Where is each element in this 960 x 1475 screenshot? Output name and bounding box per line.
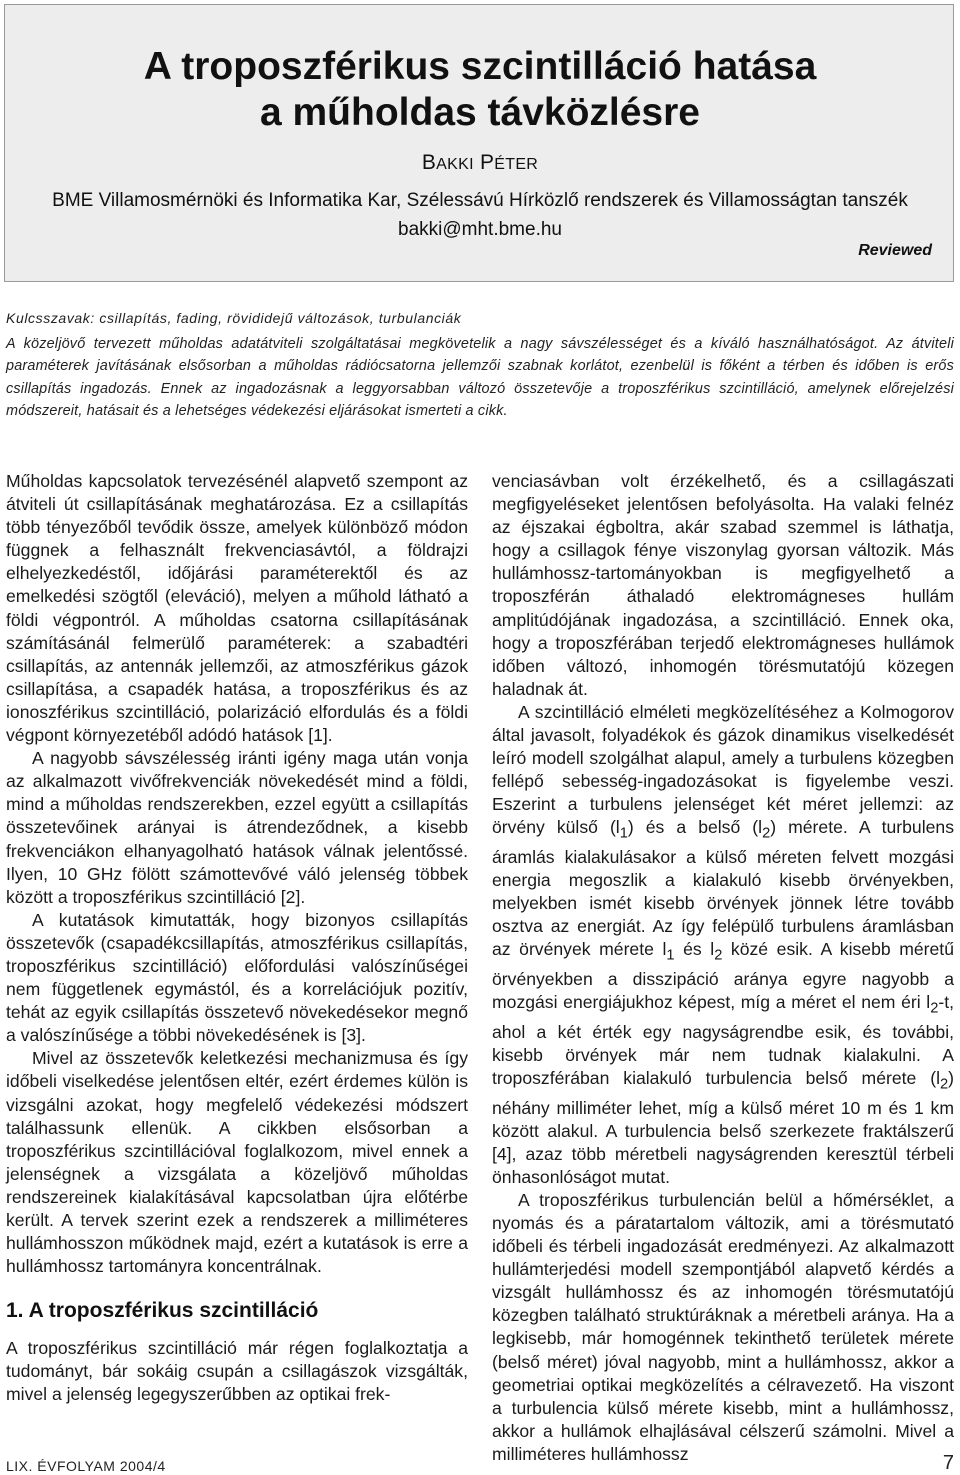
author-name (0, 151, 960, 175)
page-number: 7 (942, 1452, 954, 1474)
subscript: 2 (939, 1076, 949, 1093)
journal-issue: LIX. ÉVFOLYAM 2004/4 (6, 1458, 166, 1474)
author-first-rest: AKKI (436, 156, 474, 173)
paragraph-kolmogorov (492, 701, 954, 1189)
subscript: 1 (619, 825, 628, 842)
text-run: A szcintilláció elméleti megközelítéséhez a Kolmogorov által javasolt, folyadékok és gázok dinamikus viselkedését leíró modell szolgálhat alapul, amely a turbulens közegben fellépő sebesség-ingadozásokat is figyelembe veszi. Eszerint a turbulens jelenséget két méret jellemzi: az örvény külső (l (492, 701, 954, 838)
paragraph: Műholdas kapcsolatok tervezésénél alapvető szempont az átviteli út csillapításának meghatározása. Ez a csillapítás több tényezőből tevődik össze, amelyek különböző módon függnek a felhasznált frekvenciasávtól, a földrajzi elhelyezkedéstől, időjárási paraméterektől és az emelkedési szögtől (eleváció), melyen a műhold látható a földi végpontról. A műholdas csatorna csillapításának számításánál felmerülő paraméterek: a szabadtéri csillapítás, az antennák jellemzői, az atmoszférikus gázok csillapítása, a csapadék hatása, a troposzférikus és az ionoszférikus szcintilláció, polarizáció elfordulás és a földi végpont környezetéből adódó hatások [1]. (6, 471, 468, 746)
section-heading: 1. A troposzférikus szcintilláció (6, 1299, 319, 1323)
author-affiliation: BME Villamosmérnöki és Informatika Kar, Szélessávú Hírközlő rendszerek és Villamosságtan tanszék (52, 190, 908, 211)
left-column (6, 470, 468, 1407)
author-last-rest: ÉTER (494, 156, 539, 173)
text-run: és l (674, 939, 715, 960)
article-title (0, 44, 960, 136)
subscript: 2 (714, 947, 723, 964)
paragraph: A troposzférikus szcintilláció már régen foglalkoztatja a tudományt, bár sokáig csupán a csillagászok vizsgálták, mivel a jelenség legegyszerűbben az optikai frek- (6, 1338, 468, 1405)
reviewed-label: Reviewed (858, 242, 932, 259)
text-run: ) és a belső (l (627, 817, 763, 838)
subscript: 1 (666, 947, 675, 964)
paragraph: venciasávban volt érzékelhető, és a csillagászati megfigyeléseket jelentősen befolyásolta. Ha valaki felnéz az éjszakai égboltra, akár szabad szemmel is láthatja, hogy a csillagok fénye viszonylag gyorsan változik. Más hullámhossz-tartományokban is megfigyelhető a troposzférán áthaladó elektromágneses hullám amplitúdójának ingadozása, a szcintilláció. Ennek oka, hogy a troposzférában terjedő elektromágneses hullámok időben változó, inhomogén törésmutatójú közegen haladnak át. (492, 471, 954, 699)
paragraph: A troposzférikus turbulencián belül a hőmérséklet, a nyomás és a páratartalom változik, ami a törésmutató időbeli és térbeli ingadozását eredményezi. Az alkalmazott hullámterjedési modell szempontjából alapvető kérdés a vizsgált hullámhossz és az inhomogén törésmutatójú közegben található struktúráknak a méretbeli aránya. Ha a legkisebb, már homogénnek tekinthető területek mérete (belső méret) jóval nagyobb, mint a hullámhossz, akkor a geometriai optikai megközelítés a célravezető. Ha viszont a turbulencia külső mérete kisebb, mint a hullámhossz, akkor a hullámok elhajlásával célszerű számolni. Mivel a milliméteres hullámhossz (492, 1189, 954, 1464)
abstract: A közeljövő tervezett műholdas adatátviteli szolgáltatásai megkövetelik a nagy sávszélességet és a kíváló használhatóságot. Az átviteli paraméterek javításának elsősorban a műholdas rádiócsatorna jellemzői szabnak korlátot, ezenbelül is főként a térben és időben is erős csillapítás ingadozás. Ennek az ingadozásnak a leggyorsabban változó összetevője a troposzférikus szcintilláció, amelynek előrejelzési módszereit, hatásait és a lehetséges védekezési eljárásokat ismerteti a cikk. (6, 336, 954, 419)
text-run: ) mérete. A turbulens áramlás kialakulásakor a külső méreten felvett mozgási energia megoszlik a kialakuló kisebb örvényekben, melyekben ismét kisebb örvények jönnek létre tovább osztva az energiát. Az így felépülő turbulens áramlásban az örvények mérete l (492, 817, 954, 960)
title-line-1: A troposzférikus szcintilláció hatása (143, 45, 817, 88)
paragraph: Mivel az összetevők keletkezési mechanizmusa és így időbeli viselkedése jelentősen eltér, ezért érdemes külön is vizsgálni azokat, hogy megfelelő védekezési módszert találhassunk ellenük. A cikkben elsősorban a troposzférikus szcintillációval foglalkozom, mivel ennek a jelenségnek a vizsgálata a közeljövő műholdas rendszereinek kialakításával kapcsolatban újra előtérbe került. A tervek szerint ezek a rendszerek a milliméteres hullámhosszon működnek majd, ezért a kutatások is erre a hullámhossz tartományra koncentrálnak. (6, 1048, 468, 1277)
author-email: bakki@mht.bme.hu (398, 219, 562, 240)
right-column (492, 470, 954, 1466)
text-run: ) néhány milliméter lehet, míg a külső méret 10 m és 1 km között alakul. A turbulencia belső szerkezete fraktálszerű [4], azaz több méretbeli nagyságrenden keresztül térbeli önhasonlóságot mutat. (492, 1067, 954, 1187)
author-first-initial: B (421, 151, 437, 174)
author-last-initial: P (479, 151, 495, 174)
paragraph: A kutatások kimutatták, hogy bizonyos csillapítás összetevők (csapadékcsillapítás, atmoszférikus csillapítás, troposzférikus szcintilláció) előfordulási valószínűségei nem függetlenek egymástól, és a korrelációjuk pozitív, tehát az egyik csillapítás összetevő növekedésekor megnő a valószínűsége a többi növekedésének is [3]. (6, 909, 468, 1046)
keywords: Kulcsszavak: csillapítás, fading, rövididejű változások, turbulanciák (6, 310, 462, 326)
text-run: közé esik. A kisebb méretű örvényekben a disszipáció aránya egyre nagyobb a mozgási energiájukhoz képest, míg a méret el nem éri l (492, 939, 954, 1013)
paragraph: A nagyobb sávszélesség iránti igény maga után vonja az alkalmazott vivőfrekvenciák növekedését mind a földi, mind a műholdas rendszerekben, ezzel együtt a csillapítás összetevőinek arányai is átrendeződnek, a kisebb frekvenciákon elhanyagolható hatások válnak jelentőssé. Ilyen, 10 GHz fölött számottevővé váló jelenség többek között a troposzférikus szcintilláció [2]. (6, 748, 468, 907)
subscript: 2 (762, 825, 771, 842)
title-line-2: a műholdas távközlésre (259, 91, 700, 134)
text-run: -t, ahol a két érték egy nagyságrendbe esik, és további, kisebb örvények már nem tudnak kialakulni. A troposzférában kialakuló turbulencia belső mérete (l (492, 992, 954, 1088)
subscript: 2 (930, 1000, 939, 1017)
